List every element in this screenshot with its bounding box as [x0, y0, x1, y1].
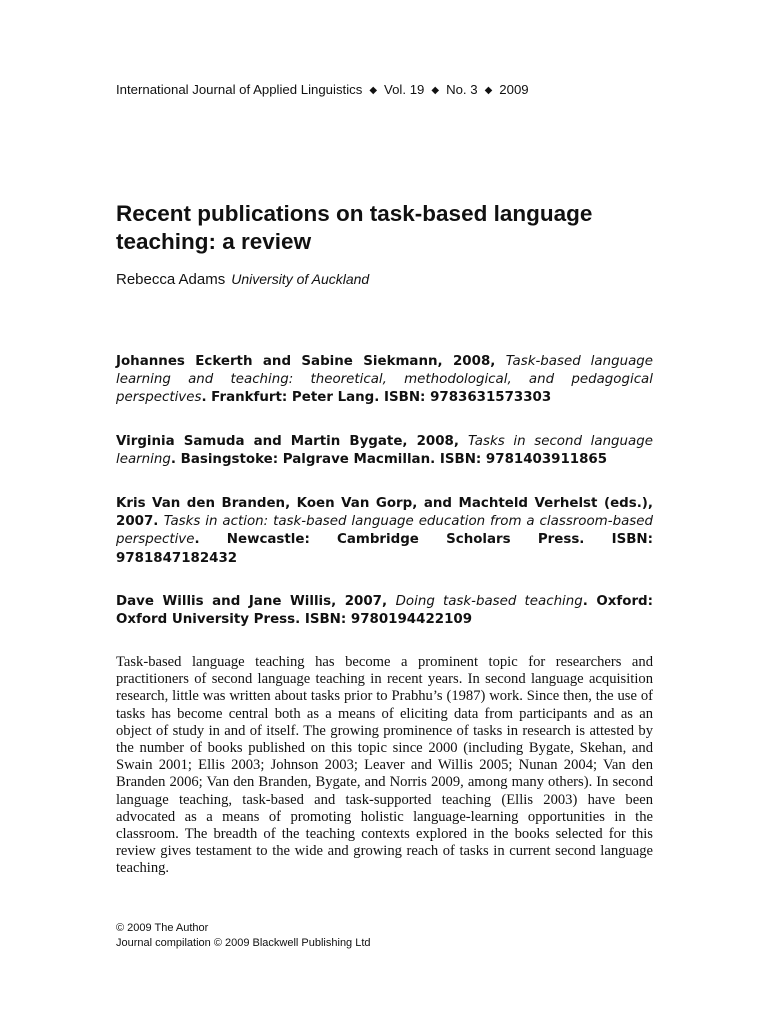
book-authors: Kris Van den Branden, Koen Van Gorp, and Machteld Verhelst (eds.), 2007.	[116, 496, 653, 530]
book-title: Tasks in action: task-based language education from a classroom-based perspective	[116, 514, 653, 548]
separator-diamond-icon: ◆	[431, 85, 440, 96]
author-affiliation: University of Auckland	[231, 271, 370, 287]
separator-diamond-icon: ◆	[484, 85, 493, 96]
byline	[116, 271, 653, 288]
book-publication-info: . Oxford: Oxford University Press. ISBN: 9780194422109	[116, 594, 653, 628]
copyright-author: © 2009 The Author	[116, 922, 209, 934]
book-title: Doing task-based teaching	[395, 594, 583, 609]
reviewed-book-3	[116, 495, 653, 568]
article-title: Recent publications on task-based language teaching: a review	[116, 201, 593, 254]
issue: No. 3	[446, 82, 478, 97]
reviewed-book-2	[116, 433, 653, 469]
book-authors: Virginia Samuda and Martin Bygate, 2008,	[116, 434, 468, 449]
book-publication-info: . Frankfurt: Peter Lang. ISBN: 9783631573303	[201, 390, 552, 406]
reviewed-book-4	[116, 593, 653, 629]
reviewed-book-1	[116, 353, 653, 408]
copyright-journal: Journal compilation © 2009 Blackwell Publishing Ltd	[116, 937, 371, 949]
copyright-footer	[116, 921, 653, 951]
book-publication-info: . Basingstoke: Palgrave Macmillan. ISBN: 9781403911865	[170, 452, 608, 468]
book-authors: Johannes Eckerth and Sabine Siekmann, 2008,	[116, 354, 506, 369]
separator-diamond-icon: ◆	[369, 85, 378, 96]
book-title: Tasks in second language learning	[116, 434, 653, 468]
volume: Vol. 19	[384, 82, 425, 97]
body-paragraph: Task-based language teaching has become a prominent topic for researchers and practitioners of second language teaching in recent years. In second language acquisition research, little was written about tasks prior to Prabhu’s (1987) work. Since then, the use of tasks has become central both as a means of eliciting data from participants and as an object of study in and of itself. The growing prominence of tasks in research is attested by the number of books published on this topic since 2000 (including Bygate, Skehan, and Swain 2001; Ellis 2003; Johnson 2003; Leaver and Willis 2005; Nunan 2004; Van den Branden 2006; Van den Branden, Bygate, and Norris 2009, among many others). In second language teaching, task-based and task-supported teaching (Ellis 2003) have been advocated as a means of promoting holistic language-learning opportunities in the classroom. The breadth of the teaching contexts explored in the books selected for this review gives testament to the wide and growing reach of tasks in current second language teaching.	[116, 654, 653, 877]
book-publication-info: . Newcastle: Cambridge Scholars Press. ISBN: 9781847182432	[116, 532, 653, 566]
journal-name: International Journal of Applied Linguistics	[116, 82, 363, 97]
book-title: Task-based language learning and teaching: theoretical, methodological, and pedagogical perspectives	[116, 354, 654, 406]
year: 2009	[499, 82, 529, 97]
book-authors: Dave Willis and Jane Willis, 2007,	[116, 594, 396, 609]
author-name: Rebecca Adams	[116, 271, 226, 288]
running-header	[116, 82, 653, 97]
